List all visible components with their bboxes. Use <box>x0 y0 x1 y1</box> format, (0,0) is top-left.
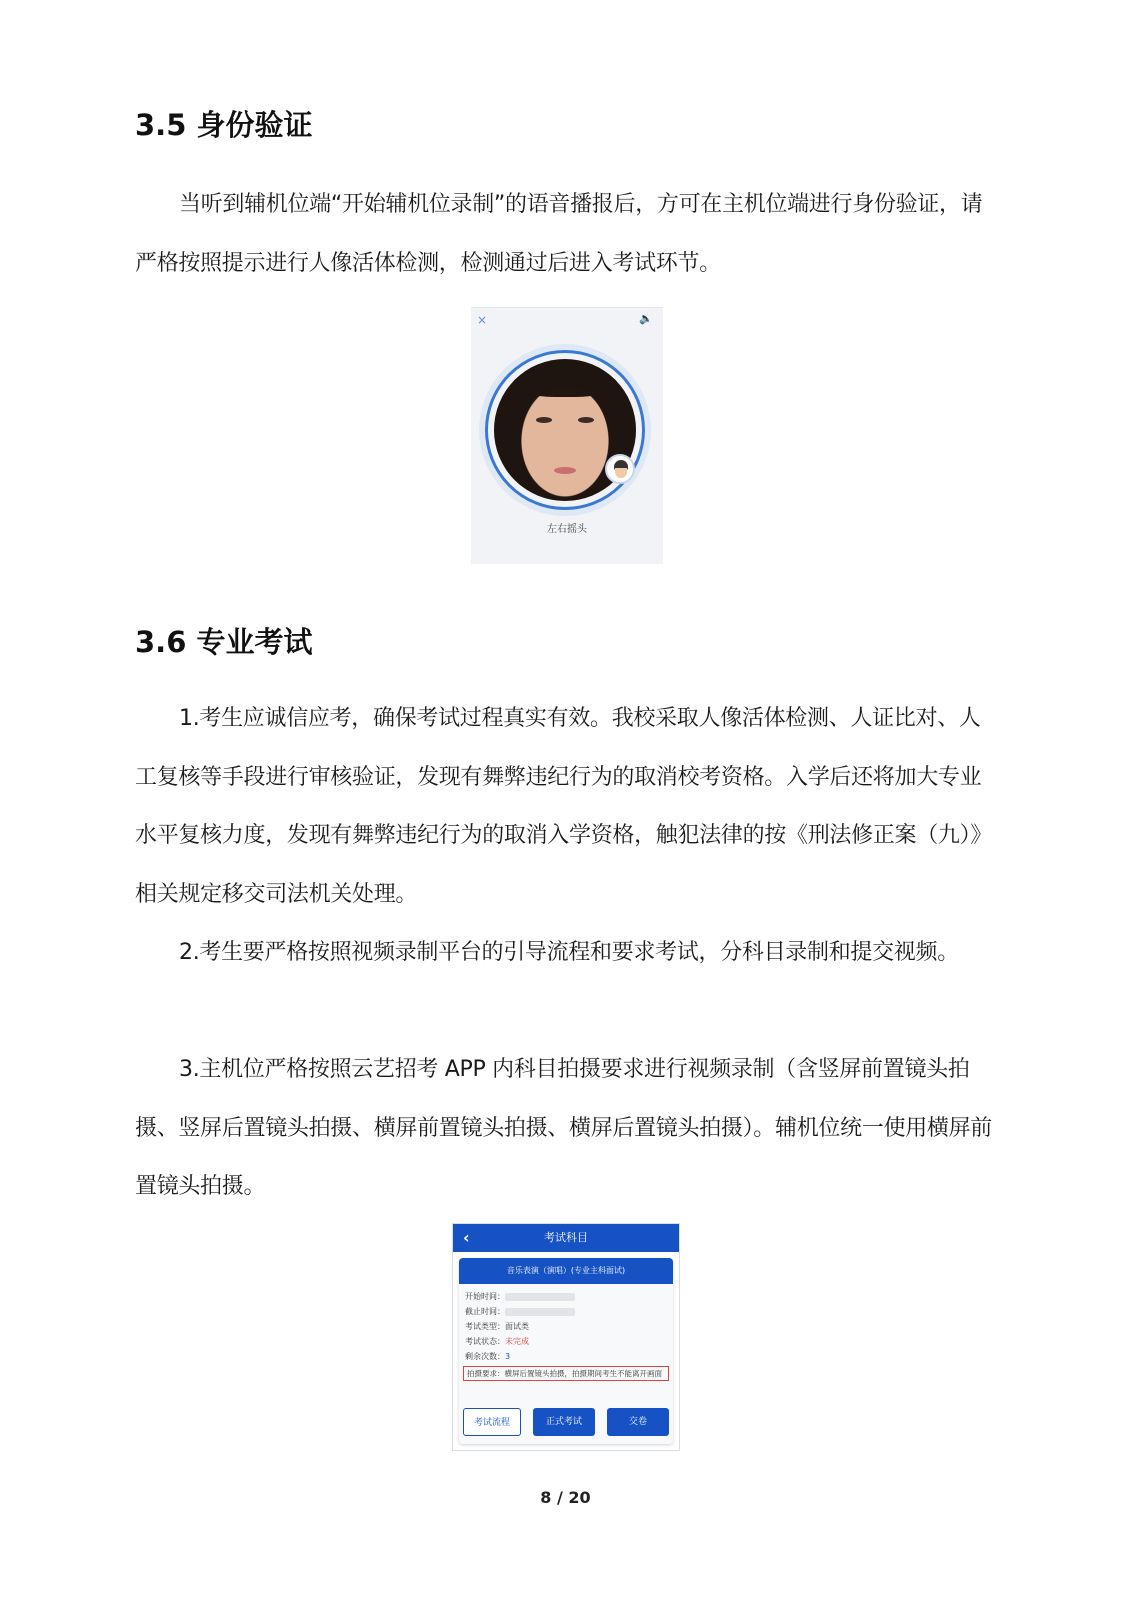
close-icon: × <box>477 313 488 327</box>
blurred-value <box>505 1293 575 1301</box>
paragraph-recording: 3.主机位严格按照云艺招考 APP 内科目拍摄要求进行视频录制（含竖屏前置镜头拍摄、竖屏后置镜头拍摄、横屏前置镜头拍摄、横屏后置镜头拍摄）。辅机位统一使用横屏前置镜头拍摄。 <box>135 1057 993 1199</box>
section-title-3-5: 3.5 身份验证 <box>135 108 313 142</box>
speaker-icon: 🔈 <box>639 312 653 325</box>
back-icon[interactable]: ‹ <box>463 1228 470 1247</box>
avatar-icon <box>605 454 635 484</box>
figure-caption: 左右摇头 <box>547 524 587 535</box>
face-capture-ring <box>485 350 645 510</box>
end-time-row: 截止时间： <box>459 1304 673 1319</box>
paragraph-guidance: 2.考生要严格按照视频录制平台的引导流程和要求考试，分科目录制和提交视频。 <box>179 940 959 965</box>
exam-status-row: 考试状态：未完成 <box>465 1337 529 1346</box>
blurred-value <box>505 1308 575 1316</box>
subject-card <box>459 1258 673 1444</box>
face-verification-figure <box>471 307 663 564</box>
exam-subject-screenshot <box>452 1223 680 1451</box>
subject-name: 音乐表演（演唱）(专业主科面试) <box>459 1258 673 1284</box>
exam-type-row: 考试类型：面试类 <box>465 1322 529 1331</box>
section-title-3-6: 3.6 专业考试 <box>135 625 313 659</box>
page-number: 8 / 20 <box>540 1488 591 1507</box>
start-time-row: 开始时间： <box>459 1289 673 1304</box>
remaining-count-row: 剩余次数：3 <box>465 1352 511 1361</box>
phone-title: 考试科目 <box>544 1231 588 1244</box>
exam-flow-button[interactable]: 考试流程 <box>463 1408 521 1436</box>
formal-exam-button[interactable]: 正式考试 <box>533 1408 595 1436</box>
paragraph-integrity: 1.考生应诚信应考，确保考试过程真实有效。我校采取人像活体检测、人证比对、人工复核等手段进行审核验证，发现有舞弊违纪行为的取消校考资格。入学后还将加大专业水平复核力度，发现有舞弊违纪行为的取消入学资格，触犯法律的按《刑法修正案（九）》相关规定移交司法机关处理。 <box>135 706 993 907</box>
paragraph-identity: 当听到辅机位端“开始辅机位录制”的语音播报后，方可在主机位端进行身份验证，请严格按照提示进行人像活体检测，检测通过后进入考试环节。 <box>135 192 983 276</box>
submit-button[interactable]: 交卷 <box>607 1408 669 1436</box>
shooting-requirement: 拍摄要求：横屏后置镜头拍摄，拍摄期间考生不能离开画面 <box>463 1366 669 1381</box>
phone-header <box>453 1224 679 1252</box>
